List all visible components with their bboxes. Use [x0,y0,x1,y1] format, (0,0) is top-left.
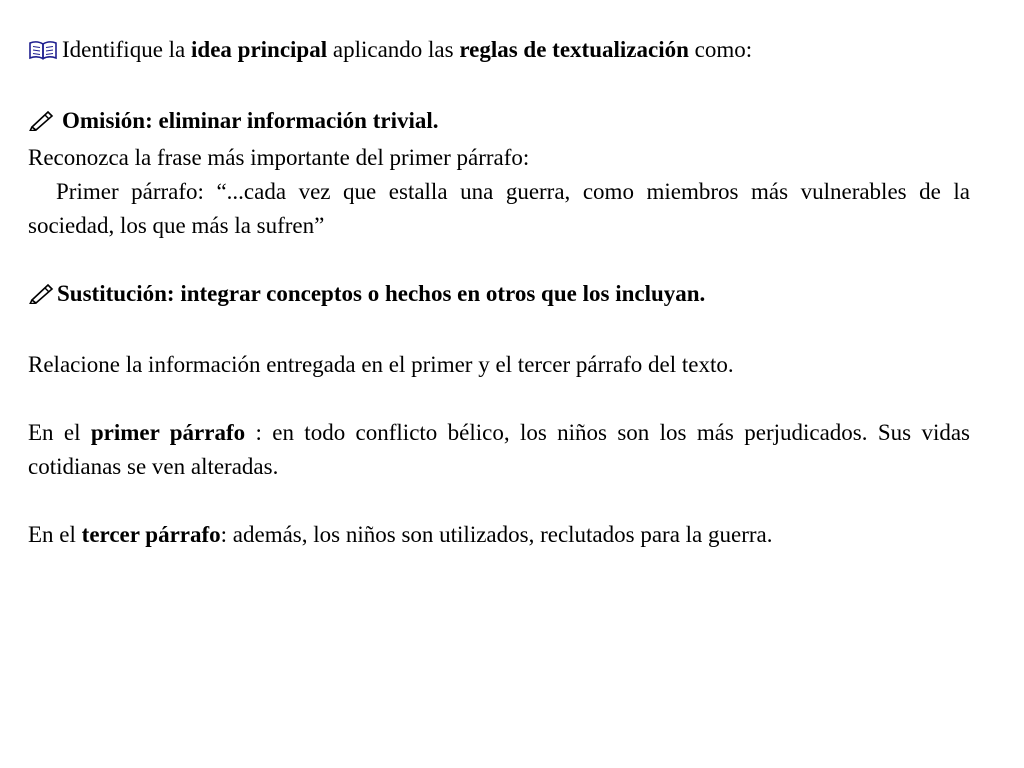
intro-bold-idea: idea principal [191,37,328,62]
intro-text-2: aplicando las [327,37,460,62]
primer-text-2: : en todo conflicto bélico, los niños son los más perjudicados. Sus vidas cotidianas se ven alteradas. [28,420,970,479]
tercer-parrafo-paragraph [28,518,970,552]
primer-parrafo-paragraph [28,416,970,484]
book-icon [28,36,58,70]
spacer [28,484,970,518]
spacer [28,243,970,277]
intro-line [28,33,970,70]
sustitucion-heading [28,277,970,314]
omision-quote: Primer párrafo: “...cada vez que estalla una guerra, como miembros más vulnerables de la sociedad, los que más la sufren” [28,179,970,238]
intro-text-3: como: [688,37,753,62]
spacer [28,382,970,416]
tercer-bold: tercer párrafo [81,522,221,547]
omision-heading [28,104,970,141]
omision-heading-text: Omisión: eliminar información trivial. [62,108,439,133]
sustitucion-instruction: Relacione la información entregada en el primer y el tercer párrafo del texto. [28,352,734,377]
spacer [28,70,970,104]
omision-instruction: Reconozca la frase más importante del primer párrafo: [28,145,530,170]
pencil-icon [28,280,56,314]
intro-text-1: Identifique la [62,37,192,62]
primer-text-1: En el [28,420,91,445]
document-page [28,33,970,552]
tercer-text-1: En el [28,522,82,547]
intro-bold-reglas: reglas de textualización [459,37,689,62]
tercer-text-2: : además, los niños son utilizados, reclutados para la guerra. [220,522,773,547]
pencil-icon [28,107,56,141]
sustitucion-heading-text: Sustitución: integrar conceptos o hechos en otros que los incluyan. [57,281,706,306]
primer-bold: primer párrafo [90,420,246,445]
spacer [28,314,970,348]
